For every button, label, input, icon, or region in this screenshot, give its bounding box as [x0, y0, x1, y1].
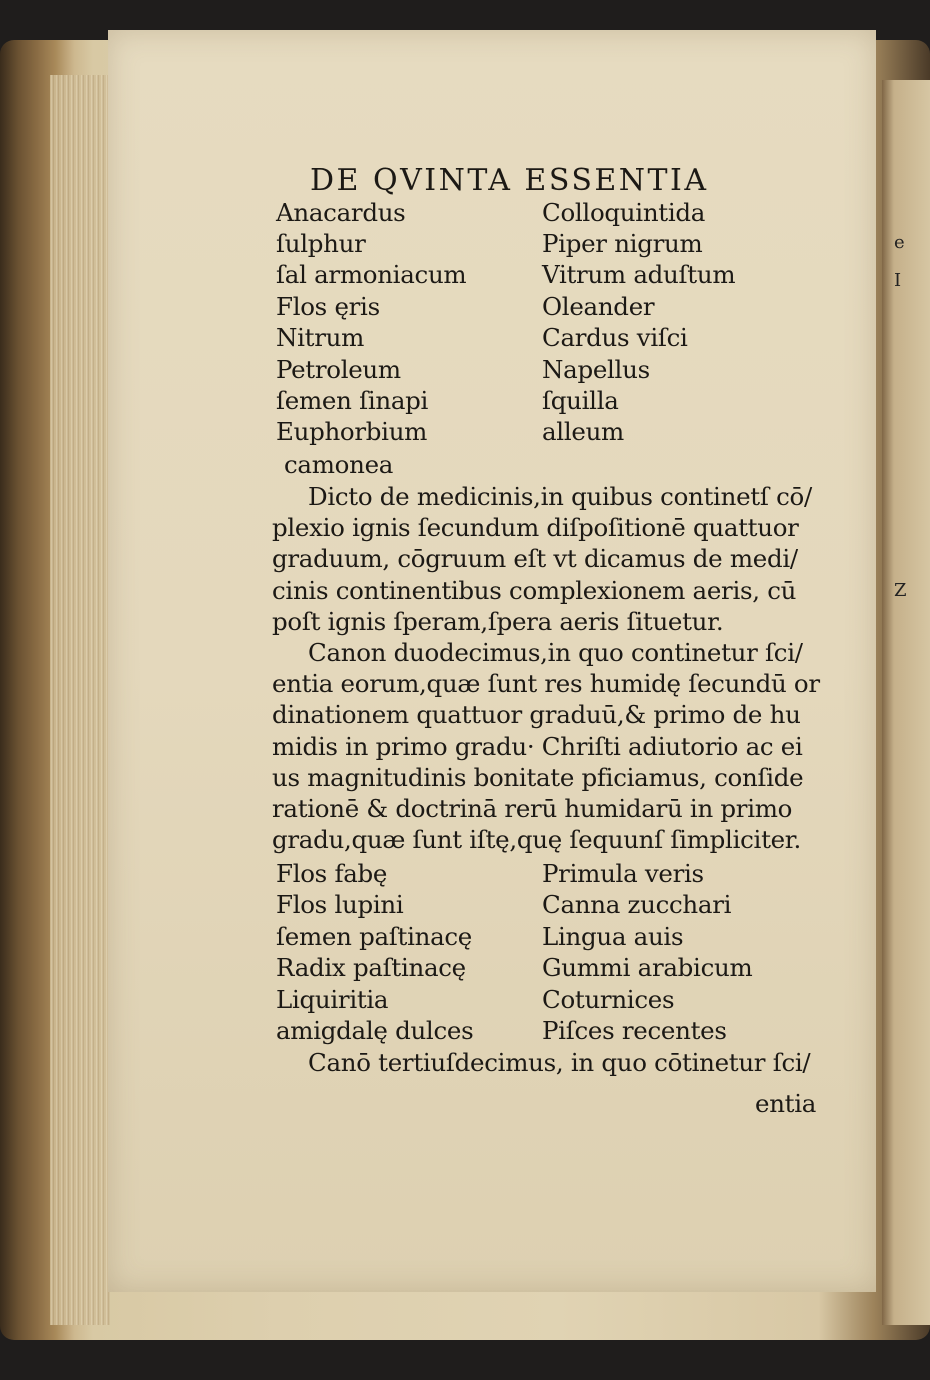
paragraph	[272, 481, 812, 637]
list-item: ſemen ſinapi	[276, 386, 429, 415]
list-item: Canna zucchari	[542, 890, 732, 919]
list-item: Napellus	[542, 355, 650, 384]
list-item: Gummi arabicum	[542, 953, 753, 982]
catchword: entia	[755, 1089, 817, 1118]
list-item: Cardus viſci	[542, 323, 688, 352]
list-item: Liquiritia	[276, 985, 389, 1014]
text-line: graduum, cōgruum eſt vt dicamus de medi/	[272, 544, 798, 574]
text-line: gradu,quæ ſunt iſtę,quę ſequunſ ſimpliciter.	[272, 825, 802, 855]
running-heading: DE QVINTA ESSENTIA	[310, 163, 709, 198]
next-page-fragment: I	[894, 270, 902, 291]
list-item: Primula veris	[542, 859, 704, 888]
list-item: Nitrum	[276, 323, 365, 352]
list-item: Colloquintida	[542, 198, 706, 227]
page-edges	[50, 75, 110, 1325]
next-page-edge	[882, 80, 930, 1325]
text-line: Canon duodecimus,in quo continetur ſci/	[308, 638, 803, 667]
text-line: entia eorum,quæ ſunt res humidę ſecundū or	[272, 669, 820, 699]
list-item: Lingua auis	[542, 922, 684, 951]
list-item: Anacardus	[276, 198, 406, 227]
list-item: Piper nigrum	[542, 229, 703, 258]
list-item: alleum	[542, 417, 624, 446]
list-item: camonea	[284, 450, 394, 479]
text-line: cinis continentibus complexionem aeris, cū	[272, 575, 797, 605]
list-item: ſquilla	[542, 386, 619, 415]
list-item: Flos ęris	[276, 292, 380, 321]
next-page-fragment: Z	[894, 580, 907, 601]
text-line: poſt ignis ſperam,ſpera aeris ſituetur.	[272, 606, 724, 636]
list-item: Vitrum aduſtum	[542, 260, 736, 289]
list-item: Petroleum	[276, 355, 401, 384]
list-item: ſemen paſtinacę	[276, 922, 473, 951]
text-line: Canō tertiuſdecimus, in quo cōtinetur ſci/	[308, 1048, 811, 1077]
text-line: dinationem quattuor graduū,& primo de hu	[272, 700, 801, 730]
list-item: Radix paſtinacę	[276, 953, 466, 982]
paragraph	[272, 1047, 812, 1078]
text-line: Dicto de medicinis,in quibus continetſ cō/	[308, 482, 812, 511]
list-item: ſal armoniacum	[276, 260, 467, 289]
list-item: Flos fabę	[276, 859, 388, 888]
list-item: Flos lupini	[276, 890, 404, 919]
next-page-fragment: e	[894, 232, 905, 253]
list-item: ſulphur	[276, 229, 366, 258]
text-line: us magnitudinis bonitate pficiamus, conſide	[272, 762, 804, 792]
list-item: Coturnices	[542, 985, 675, 1014]
list-item: amigdalę dulces	[276, 1016, 474, 1045]
list-item: Euphorbium	[276, 417, 428, 446]
text-line: plexio ignis ſecundum diſpoſitionē quattuor	[272, 513, 799, 543]
text-line: rationē & doctrinā rerū humidarū in primo	[272, 794, 793, 824]
paragraph	[272, 637, 820, 855]
list-item: Piſces recentes	[542, 1016, 727, 1045]
list-item: Oleander	[542, 292, 655, 321]
text-line: midis in primo gradu· Chriſti adiutorio ac ei	[272, 731, 803, 761]
